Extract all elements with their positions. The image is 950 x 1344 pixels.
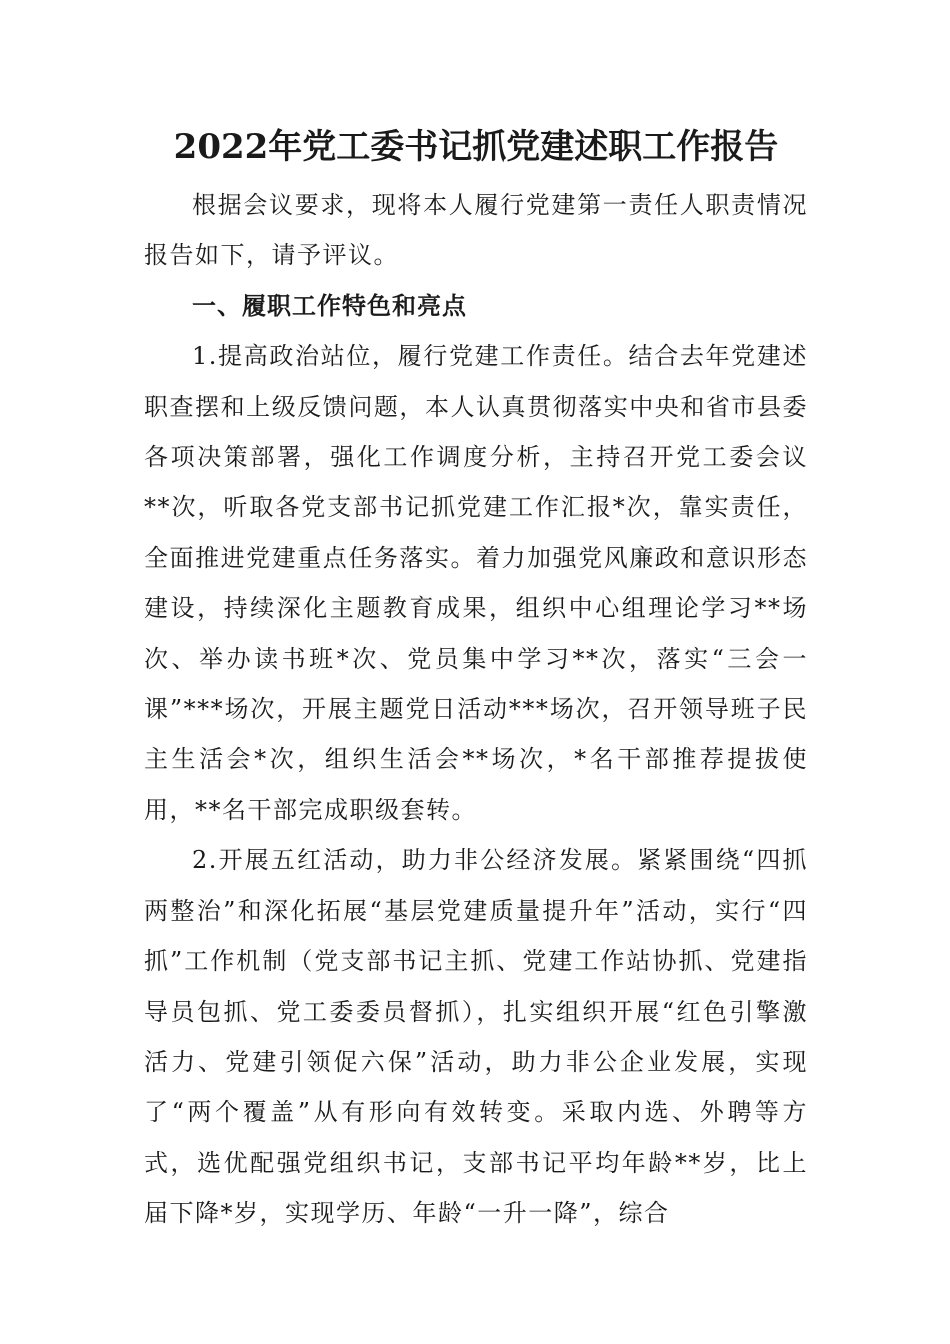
body-paragraph-2: 2.开展五红活动，助力非公经济发展。紧紧围绕“四抓两整治”和深化拓展“基层党建质量提升年”活动，实行“四抓”工作机制（党支部书记主抓、党建工作站协抓、党建指导员包抓、党工委委员督抓），扎实组织开展“红色引擎激活力、党建引领促六保”活动，助力非公企业发展，实现了“两个覆盖”从有形向有效转变。采取内选、外聘等方式，选优配强党组织书记，支部书记平均年龄**岁，比上届下降*岁，实现学历、年龄“一升一降”，综合 xyxy=(144,846,808,1228)
document-page xyxy=(144,122,808,1239)
section-heading: 一、履职工作特色和亮点 xyxy=(192,291,467,320)
document-title: 2022年党工委书记抓党建述职工作报告 xyxy=(173,127,779,167)
intro-paragraph: 根据会议要求，现将本人履行党建第一责任人职责情况报告如下，请予评议。 xyxy=(144,191,808,270)
body-paragraph-1: 1.提高政治站位，履行党建工作责任。结合去年党建述职查摆和上级反馈问题，本人认真贯彻落实中央和省市县委各项决策部署，强化工作调度分析，主持召开党工委会议**次，听取各党支部书记抓党建工作汇报*次，靠实责任，全面推进党建重点任务落实。着力加强党风廉政和意识形态建设，持续深化主题教育成果，组织中心组理论学习**场次、举办读书班*次、党员集中学习**次，落实“三会一课”***场次，开展主题党日活动***场次，召开领导班子民主生活会*次，组织生活会**场次，*名干部推荐提拔使用，**名干部完成职级套转。 xyxy=(144,342,808,824)
